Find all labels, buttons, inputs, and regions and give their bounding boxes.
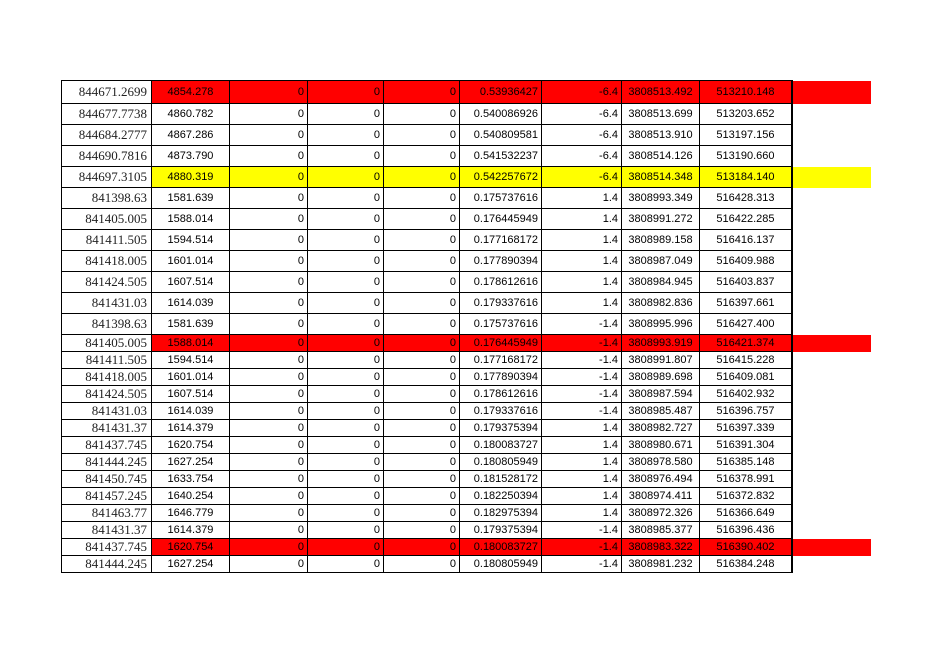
value-b-cell[interactable]: 0 bbox=[308, 188, 384, 209]
empty-cell[interactable] bbox=[792, 104, 871, 125]
table-row bbox=[62, 335, 871, 352]
ratio-cell[interactable]: 0.179337616 bbox=[460, 293, 542, 314]
distance-cell[interactable]: 4867.286 bbox=[152, 125, 230, 146]
value-c-cell[interactable]: 0 bbox=[384, 188, 460, 209]
offset-cell[interactable]: -1.4 bbox=[542, 369, 622, 386]
empty-cell[interactable] bbox=[792, 167, 871, 188]
value-a-cell[interactable]: 0 bbox=[230, 454, 308, 471]
station-cell[interactable]: 841437.745 bbox=[62, 437, 152, 454]
station-cell[interactable]: 844677.7738 bbox=[62, 104, 152, 125]
value-a-cell[interactable]: 0 bbox=[230, 437, 308, 454]
empty-cell[interactable] bbox=[792, 471, 871, 488]
value-c-cell[interactable]: 0 bbox=[384, 488, 460, 505]
value-a-cell[interactable]: 0 bbox=[230, 505, 308, 522]
value-a-cell[interactable]: 0 bbox=[230, 188, 308, 209]
northing-cell[interactable]: 3808985.487 bbox=[622, 403, 700, 420]
empty-cell[interactable] bbox=[792, 369, 871, 386]
easting-cell[interactable]: 516409.988 bbox=[700, 251, 792, 272]
easting-cell[interactable]: 516372.832 bbox=[700, 488, 792, 505]
value-b-cell[interactable]: 0 bbox=[308, 314, 384, 335]
station-cell[interactable]: 844671.2699 bbox=[62, 81, 152, 104]
easting-cell[interactable]: 516378.991 bbox=[700, 471, 792, 488]
table-row bbox=[62, 251, 871, 272]
distance-cell[interactable]: 1620.754 bbox=[152, 437, 230, 454]
station-cell[interactable]: 841411.505 bbox=[62, 352, 152, 369]
ratio-cell[interactable]: 0.540086926 bbox=[460, 104, 542, 125]
distance-cell[interactable]: 4880.319 bbox=[152, 167, 230, 188]
empty-cell[interactable] bbox=[792, 314, 871, 335]
station-cell[interactable]: 844684.2777 bbox=[62, 125, 152, 146]
value-c-cell[interactable]: 0 bbox=[384, 125, 460, 146]
easting-cell[interactable]: 513203.652 bbox=[700, 104, 792, 125]
empty-cell[interactable] bbox=[792, 454, 871, 471]
value-b-cell[interactable]: 0 bbox=[308, 272, 384, 293]
station-cell[interactable]: 841418.005 bbox=[62, 251, 152, 272]
easting-cell[interactable]: 516403.837 bbox=[700, 272, 792, 293]
offset-cell[interactable]: -1.4 bbox=[542, 335, 622, 352]
value-a-cell[interactable]: 0 bbox=[230, 293, 308, 314]
value-a-cell[interactable]: 0 bbox=[230, 522, 308, 539]
empty-cell[interactable] bbox=[792, 488, 871, 505]
table-row bbox=[62, 293, 871, 314]
easting-cell[interactable]: 513197.156 bbox=[700, 125, 792, 146]
distance-cell[interactable]: 1640.254 bbox=[152, 488, 230, 505]
value-b-cell[interactable]: 0 bbox=[308, 556, 384, 573]
ratio-cell[interactable]: 0.179337616 bbox=[460, 403, 542, 420]
easting-cell[interactable]: 513184.140 bbox=[700, 167, 792, 188]
value-a-cell[interactable]: 0 bbox=[230, 471, 308, 488]
value-b-cell[interactable]: 0 bbox=[308, 522, 384, 539]
distance-cell[interactable]: 1594.514 bbox=[152, 230, 230, 251]
table-row bbox=[62, 471, 871, 488]
value-a-cell[interactable]: 0 bbox=[230, 167, 308, 188]
station-cell[interactable]: 844697.3105 bbox=[62, 167, 152, 188]
easting-cell[interactable]: 516402.932 bbox=[700, 386, 792, 403]
value-a-cell[interactable]: 0 bbox=[230, 209, 308, 230]
value-c-cell[interactable]: 0 bbox=[384, 272, 460, 293]
northing-cell[interactable]: 3808976.494 bbox=[622, 471, 700, 488]
northing-cell[interactable]: 3808981.232 bbox=[622, 556, 700, 573]
ratio-cell[interactable]: 0.175737616 bbox=[460, 314, 542, 335]
distance-cell[interactable]: 1581.639 bbox=[152, 314, 230, 335]
station-cell[interactable]: 841405.005 bbox=[62, 335, 152, 352]
offset-cell[interactable]: -1.4 bbox=[542, 522, 622, 539]
northing-cell[interactable]: 3808982.836 bbox=[622, 293, 700, 314]
distance-cell[interactable]: 1620.754 bbox=[152, 539, 230, 556]
empty-cell[interactable] bbox=[792, 437, 871, 454]
offset-cell[interactable]: 1.4 bbox=[542, 471, 622, 488]
value-b-cell[interactable]: 0 bbox=[308, 104, 384, 125]
empty-cell[interactable] bbox=[792, 505, 871, 522]
easting-cell[interactable]: 516366.649 bbox=[700, 505, 792, 522]
northing-cell[interactable]: 3808984.945 bbox=[622, 272, 700, 293]
easting-cell[interactable]: 516385.148 bbox=[700, 454, 792, 471]
table-row bbox=[62, 488, 871, 505]
northing-cell[interactable]: 3808987.594 bbox=[622, 386, 700, 403]
station-cell[interactable]: 841444.245 bbox=[62, 556, 152, 573]
distance-cell[interactable]: 1588.014 bbox=[152, 209, 230, 230]
offset-cell[interactable]: 1.4 bbox=[542, 488, 622, 505]
value-b-cell[interactable]: 0 bbox=[308, 251, 384, 272]
table-row bbox=[62, 272, 871, 293]
value-a-cell[interactable]: 0 bbox=[230, 335, 308, 352]
empty-cell[interactable] bbox=[792, 251, 871, 272]
distance-cell[interactable]: 1607.514 bbox=[152, 386, 230, 403]
empty-cell[interactable] bbox=[792, 293, 871, 314]
northing-cell[interactable]: 3808978.580 bbox=[622, 454, 700, 471]
value-c-cell[interactable]: 0 bbox=[384, 505, 460, 522]
value-a-cell[interactable]: 0 bbox=[230, 420, 308, 437]
table-row bbox=[62, 146, 871, 167]
empty-cell[interactable] bbox=[792, 209, 871, 230]
ratio-cell[interactable]: 0.53936427 bbox=[460, 81, 542, 104]
distance-cell[interactable]: 1594.514 bbox=[152, 352, 230, 369]
ratio-cell[interactable]: 0.542257672 bbox=[460, 167, 542, 188]
easting-cell[interactable]: 516396.757 bbox=[700, 403, 792, 420]
station-cell[interactable]: 841444.245 bbox=[62, 454, 152, 471]
table-row bbox=[62, 188, 871, 209]
ratio-cell[interactable]: 0.178612616 bbox=[460, 386, 542, 403]
value-a-cell[interactable]: 0 bbox=[230, 230, 308, 251]
easting-cell[interactable]: 516415.228 bbox=[700, 352, 792, 369]
station-cell[interactable]: 841450.745 bbox=[62, 471, 152, 488]
distance-cell[interactable]: 1607.514 bbox=[152, 272, 230, 293]
offset-cell[interactable]: -1.4 bbox=[542, 352, 622, 369]
table-row bbox=[62, 522, 871, 539]
easting-cell[interactable]: 516391.304 bbox=[700, 437, 792, 454]
empty-cell[interactable] bbox=[792, 272, 871, 293]
value-a-cell[interactable]: 0 bbox=[230, 369, 308, 386]
distance-cell[interactable]: 1601.014 bbox=[152, 251, 230, 272]
value-c-cell[interactable]: 0 bbox=[384, 104, 460, 125]
value-c-cell[interactable]: 0 bbox=[384, 556, 460, 573]
value-c-cell[interactable]: 0 bbox=[384, 314, 460, 335]
empty-cell[interactable] bbox=[792, 539, 871, 556]
ratio-cell[interactable]: 0.177168172 bbox=[460, 352, 542, 369]
value-b-cell[interactable]: 0 bbox=[308, 403, 384, 420]
value-c-cell[interactable]: 0 bbox=[384, 522, 460, 539]
station-cell[interactable]: 841398.63 bbox=[62, 314, 152, 335]
value-a-cell[interactable]: 0 bbox=[230, 81, 308, 104]
value-a-cell[interactable]: 0 bbox=[230, 272, 308, 293]
ratio-cell[interactable]: 0.177890394 bbox=[460, 251, 542, 272]
northing-cell[interactable]: 3808980.671 bbox=[622, 437, 700, 454]
table-row bbox=[62, 556, 871, 573]
offset-cell[interactable]: -6.4 bbox=[542, 125, 622, 146]
value-c-cell[interactable]: 0 bbox=[384, 403, 460, 420]
distance-cell[interactable]: 1614.039 bbox=[152, 293, 230, 314]
value-b-cell[interactable]: 0 bbox=[308, 420, 384, 437]
ratio-cell[interactable]: 0.181528172 bbox=[460, 471, 542, 488]
table-row bbox=[62, 167, 871, 188]
station-cell[interactable]: 841424.505 bbox=[62, 272, 152, 293]
northing-cell[interactable]: 3808982.727 bbox=[622, 420, 700, 437]
northing-cell[interactable]: 3808514.348 bbox=[622, 167, 700, 188]
value-a-cell[interactable]: 0 bbox=[230, 556, 308, 573]
value-b-cell[interactable]: 0 bbox=[308, 454, 384, 471]
ratio-cell[interactable]: 0.182250394 bbox=[460, 488, 542, 505]
ratio-cell[interactable]: 0.179375394 bbox=[460, 522, 542, 539]
value-c-cell[interactable]: 0 bbox=[384, 335, 460, 352]
value-a-cell[interactable]: 0 bbox=[230, 314, 308, 335]
value-a-cell[interactable]: 0 bbox=[230, 104, 308, 125]
value-c-cell[interactable]: 0 bbox=[384, 471, 460, 488]
station-cell[interactable]: 841418.005 bbox=[62, 369, 152, 386]
ratio-cell[interactable]: 0.176445949 bbox=[460, 335, 542, 352]
northing-cell[interactable]: 3808985.377 bbox=[622, 522, 700, 539]
distance-cell[interactable]: 4860.782 bbox=[152, 104, 230, 125]
easting-cell[interactable]: 516409.081 bbox=[700, 369, 792, 386]
value-b-cell[interactable]: 0 bbox=[308, 505, 384, 522]
empty-cell[interactable] bbox=[792, 420, 871, 437]
ratio-cell[interactable]: 0.541532237 bbox=[460, 146, 542, 167]
northing-cell[interactable]: 3808991.272 bbox=[622, 209, 700, 230]
value-a-cell[interactable]: 0 bbox=[230, 539, 308, 556]
table-row bbox=[62, 104, 871, 125]
easting-cell[interactable]: 516397.339 bbox=[700, 420, 792, 437]
station-cell[interactable]: 841405.005 bbox=[62, 209, 152, 230]
offset-cell[interactable]: -1.4 bbox=[542, 314, 622, 335]
offset-cell[interactable]: -1.4 bbox=[542, 556, 622, 573]
offset-cell[interactable]: 1.4 bbox=[542, 420, 622, 437]
value-c-cell[interactable]: 0 bbox=[384, 369, 460, 386]
northing-cell[interactable]: 3808513.699 bbox=[622, 104, 700, 125]
easting-cell[interactable]: 516416.137 bbox=[700, 230, 792, 251]
value-c-cell[interactable]: 0 bbox=[384, 251, 460, 272]
empty-cell[interactable] bbox=[792, 556, 871, 573]
table-row bbox=[62, 420, 871, 437]
northing-cell[interactable]: 3808972.326 bbox=[622, 505, 700, 522]
northing-cell[interactable]: 3808974.411 bbox=[622, 488, 700, 505]
northing-cell[interactable]: 3808514.126 bbox=[622, 146, 700, 167]
value-c-cell[interactable]: 0 bbox=[384, 230, 460, 251]
value-a-cell[interactable]: 0 bbox=[230, 125, 308, 146]
value-b-cell[interactable]: 0 bbox=[308, 386, 384, 403]
ratio-cell[interactable]: 0.179375394 bbox=[460, 420, 542, 437]
easting-cell[interactable]: 516384.248 bbox=[700, 556, 792, 573]
empty-cell[interactable] bbox=[792, 522, 871, 539]
station-cell[interactable]: 841431.37 bbox=[62, 420, 152, 437]
northing-cell[interactable]: 3808989.698 bbox=[622, 369, 700, 386]
ratio-cell[interactable]: 0.540809581 bbox=[460, 125, 542, 146]
station-cell[interactable]: 841411.505 bbox=[62, 230, 152, 251]
spreadsheet-table bbox=[61, 80, 871, 573]
value-b-cell[interactable]: 0 bbox=[308, 539, 384, 556]
value-a-cell[interactable]: 0 bbox=[230, 403, 308, 420]
value-a-cell[interactable]: 0 bbox=[230, 146, 308, 167]
offset-cell[interactable]: -6.4 bbox=[542, 104, 622, 125]
station-cell[interactable]: 844690.7816 bbox=[62, 146, 152, 167]
northing-cell[interactable]: 3808983.322 bbox=[622, 539, 700, 556]
ratio-cell[interactable]: 0.177890394 bbox=[460, 369, 542, 386]
value-b-cell[interactable]: 0 bbox=[308, 81, 384, 104]
distance-cell[interactable]: 1627.254 bbox=[152, 556, 230, 573]
easting-cell[interactable]: 516428.313 bbox=[700, 188, 792, 209]
value-b-cell[interactable]: 0 bbox=[308, 352, 384, 369]
station-cell[interactable]: 841437.745 bbox=[62, 539, 152, 556]
offset-cell[interactable]: 1.4 bbox=[542, 437, 622, 454]
offset-cell[interactable]: -6.4 bbox=[542, 81, 622, 104]
station-cell[interactable]: 841431.03 bbox=[62, 293, 152, 314]
easting-cell[interactable]: 513190.660 bbox=[700, 146, 792, 167]
station-cell[interactable]: 841431.03 bbox=[62, 403, 152, 420]
value-b-cell[interactable]: 0 bbox=[308, 437, 384, 454]
distance-cell[interactable]: 1581.639 bbox=[152, 188, 230, 209]
ratio-cell[interactable]: 0.177168172 bbox=[460, 230, 542, 251]
northing-cell[interactable]: 3808513.910 bbox=[622, 125, 700, 146]
offset-cell[interactable]: 1.4 bbox=[542, 505, 622, 522]
table-row bbox=[62, 209, 871, 230]
distance-cell[interactable]: 1588.014 bbox=[152, 335, 230, 352]
distance-cell[interactable]: 1614.039 bbox=[152, 403, 230, 420]
easting-cell[interactable]: 516390.402 bbox=[700, 539, 792, 556]
ratio-cell[interactable]: 0.176445949 bbox=[460, 209, 542, 230]
value-c-cell[interactable]: 0 bbox=[384, 539, 460, 556]
easting-cell[interactable]: 516397.661 bbox=[700, 293, 792, 314]
ratio-cell[interactable]: 0.180083727 bbox=[460, 539, 542, 556]
value-c-cell[interactable]: 0 bbox=[384, 386, 460, 403]
northing-cell[interactable]: 3808989.158 bbox=[622, 230, 700, 251]
table-row bbox=[62, 505, 871, 522]
offset-cell[interactable]: -1.4 bbox=[542, 403, 622, 420]
ratio-cell[interactable]: 0.180083727 bbox=[460, 437, 542, 454]
empty-cell[interactable] bbox=[792, 403, 871, 420]
easting-cell[interactable]: 516427.400 bbox=[700, 314, 792, 335]
northing-cell[interactable]: 3808991.807 bbox=[622, 352, 700, 369]
value-a-cell[interactable]: 0 bbox=[230, 352, 308, 369]
value-b-cell[interactable]: 0 bbox=[308, 209, 384, 230]
distance-cell[interactable]: 1633.754 bbox=[152, 471, 230, 488]
offset-cell[interactable]: -6.4 bbox=[542, 146, 622, 167]
value-c-cell[interactable]: 0 bbox=[384, 167, 460, 188]
value-c-cell[interactable]: 0 bbox=[384, 454, 460, 471]
table-row bbox=[62, 454, 871, 471]
station-cell[interactable]: 841463.77 bbox=[62, 505, 152, 522]
northing-cell[interactable]: 3808513.492 bbox=[622, 81, 700, 104]
value-a-cell[interactable]: 0 bbox=[230, 488, 308, 505]
distance-cell[interactable]: 4854.278 bbox=[152, 81, 230, 104]
empty-cell[interactable] bbox=[792, 125, 871, 146]
table-row bbox=[62, 437, 871, 454]
table-row bbox=[62, 403, 871, 420]
offset-cell[interactable]: -6.4 bbox=[542, 167, 622, 188]
value-c-cell[interactable]: 0 bbox=[384, 420, 460, 437]
distance-cell[interactable]: 1601.014 bbox=[152, 369, 230, 386]
offset-cell[interactable]: 1.4 bbox=[542, 272, 622, 293]
offset-cell[interactable]: 1.4 bbox=[542, 209, 622, 230]
northing-cell[interactable]: 3808995.996 bbox=[622, 314, 700, 335]
value-b-cell[interactable]: 0 bbox=[308, 369, 384, 386]
offset-cell[interactable]: 1.4 bbox=[542, 188, 622, 209]
station-cell[interactable]: 841431.37 bbox=[62, 522, 152, 539]
value-b-cell[interactable]: 0 bbox=[308, 167, 384, 188]
value-c-cell[interactable]: 0 bbox=[384, 437, 460, 454]
value-b-cell[interactable]: 0 bbox=[308, 125, 384, 146]
table-row bbox=[62, 352, 871, 369]
table-row bbox=[62, 314, 871, 335]
offset-cell[interactable]: 1.4 bbox=[542, 454, 622, 471]
empty-cell[interactable] bbox=[792, 188, 871, 209]
offset-cell[interactable]: -1.4 bbox=[542, 539, 622, 556]
ratio-cell[interactable]: 0.180805949 bbox=[460, 556, 542, 573]
ratio-cell[interactable]: 0.182975394 bbox=[460, 505, 542, 522]
offset-cell[interactable]: -1.4 bbox=[542, 386, 622, 403]
offset-cell[interactable]: 1.4 bbox=[542, 293, 622, 314]
table-row bbox=[62, 386, 871, 403]
value-a-cell[interactable]: 0 bbox=[230, 386, 308, 403]
table-row bbox=[62, 539, 871, 556]
empty-cell[interactable] bbox=[792, 146, 871, 167]
value-c-cell[interactable]: 0 bbox=[384, 146, 460, 167]
value-c-cell[interactable]: 0 bbox=[384, 209, 460, 230]
value-b-cell[interactable]: 0 bbox=[308, 471, 384, 488]
value-c-cell[interactable]: 0 bbox=[384, 81, 460, 104]
empty-cell[interactable] bbox=[792, 352, 871, 369]
offset-cell[interactable]: 1.4 bbox=[542, 251, 622, 272]
value-b-cell[interactable]: 0 bbox=[308, 488, 384, 505]
ratio-cell[interactable]: 0.175737616 bbox=[460, 188, 542, 209]
value-b-cell[interactable]: 0 bbox=[308, 230, 384, 251]
value-b-cell[interactable]: 0 bbox=[308, 293, 384, 314]
table-row bbox=[62, 125, 871, 146]
easting-cell[interactable]: 513210.148 bbox=[700, 81, 792, 104]
ratio-cell[interactable]: 0.178612616 bbox=[460, 272, 542, 293]
table-row bbox=[62, 230, 871, 251]
northing-cell[interactable]: 3808993.349 bbox=[622, 188, 700, 209]
station-cell[interactable]: 841398.63 bbox=[62, 188, 152, 209]
northing-cell[interactable]: 3808993.919 bbox=[622, 335, 700, 352]
easting-cell[interactable]: 516396.436 bbox=[700, 522, 792, 539]
station-cell[interactable]: 841457.245 bbox=[62, 488, 152, 505]
distance-cell[interactable]: 1627.254 bbox=[152, 454, 230, 471]
value-c-cell[interactable]: 0 bbox=[384, 352, 460, 369]
value-b-cell[interactable]: 0 bbox=[308, 146, 384, 167]
distance-cell[interactable]: 4873.790 bbox=[152, 146, 230, 167]
table-row bbox=[62, 369, 871, 386]
distance-cell[interactable]: 1614.379 bbox=[152, 522, 230, 539]
distance-cell[interactable]: 1614.379 bbox=[152, 420, 230, 437]
table-row bbox=[62, 81, 871, 104]
empty-cell[interactable] bbox=[792, 335, 871, 352]
offset-cell[interactable]: 1.4 bbox=[542, 230, 622, 251]
empty-cell[interactable] bbox=[792, 230, 871, 251]
easting-cell[interactable]: 516421.374 bbox=[700, 335, 792, 352]
value-a-cell[interactable]: 0 bbox=[230, 251, 308, 272]
empty-cell[interactable] bbox=[792, 81, 871, 104]
empty-cell[interactable] bbox=[792, 386, 871, 403]
station-cell[interactable]: 841424.505 bbox=[62, 386, 152, 403]
distance-cell[interactable]: 1646.779 bbox=[152, 505, 230, 522]
value-c-cell[interactable]: 0 bbox=[384, 293, 460, 314]
value-b-cell[interactable]: 0 bbox=[308, 335, 384, 352]
northing-cell[interactable]: 3808987.049 bbox=[622, 251, 700, 272]
easting-cell[interactable]: 516422.285 bbox=[700, 209, 792, 230]
ratio-cell[interactable]: 0.180805949 bbox=[460, 454, 542, 471]
